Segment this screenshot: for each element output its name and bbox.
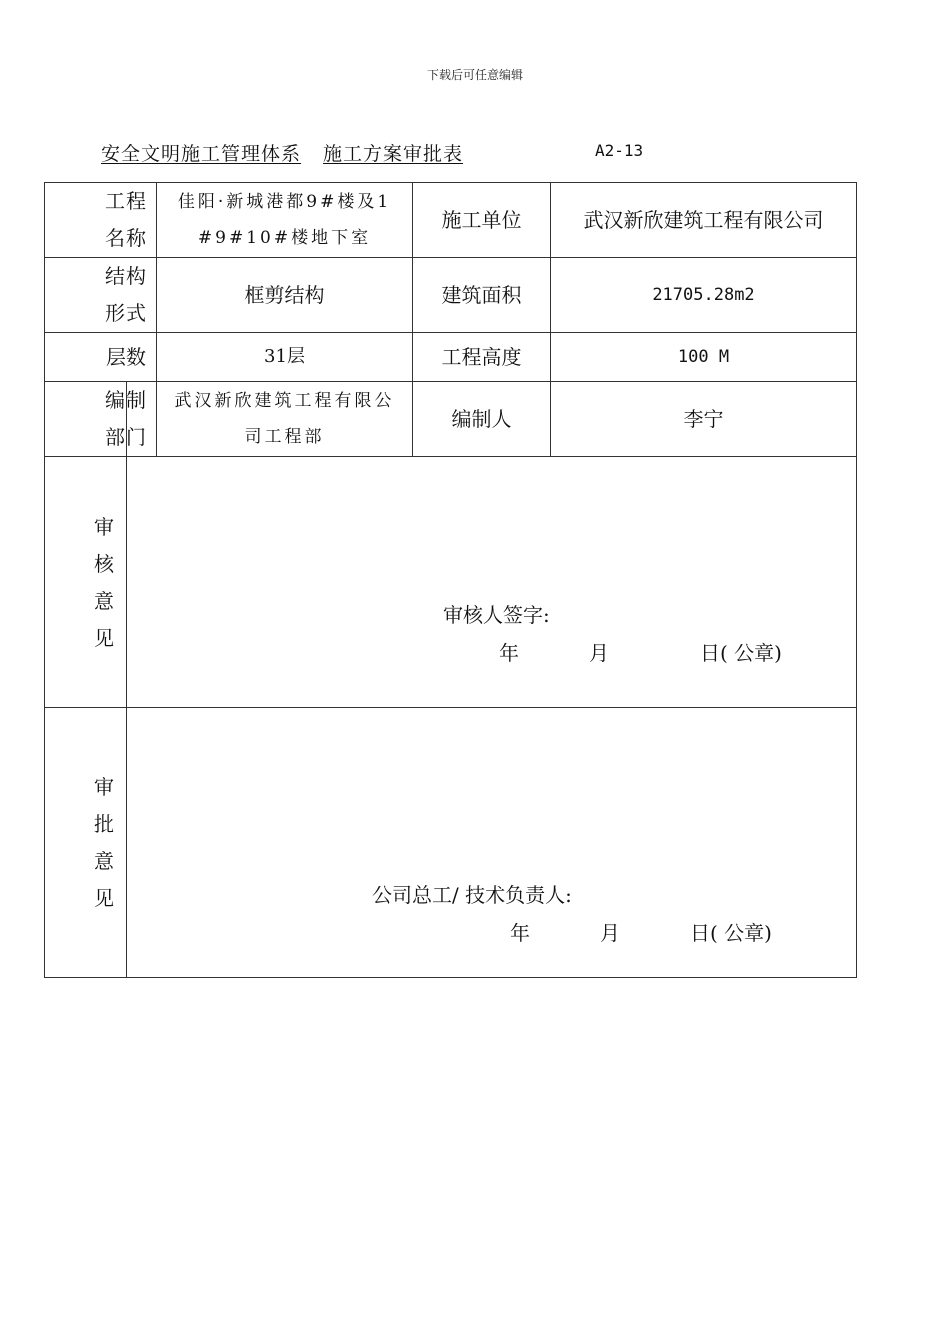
review-year: 年 [499, 641, 519, 665]
approval-signer: 公司总工/ 技术负责人: [372, 883, 572, 907]
area-value: 21705.28m2 [652, 285, 755, 305]
floors-value-cell [157, 333, 412, 381]
approval-day-seal: 日( 公章) [690, 921, 772, 945]
floors-value: 31层 [264, 346, 305, 367]
project-name-label-cell [45, 183, 156, 257]
area-label-cell [413, 258, 550, 332]
construction-unit-label-cell [413, 183, 550, 257]
approval-year: 年 [510, 921, 530, 945]
structure-label: 结构形式 [105, 264, 147, 325]
approval-label: 审批意见 [94, 775, 114, 910]
dept-label-cell [45, 382, 156, 456]
review-month: 月 [589, 641, 609, 665]
approval-month: 月 [600, 921, 620, 945]
floors-label: 层数 [106, 345, 146, 369]
review-day-seal: 日( 公章) [700, 641, 782, 665]
height-label-cell [413, 333, 550, 381]
title-system: 安全文明施工管理体系 [101, 143, 302, 165]
height-label: 工程高度 [441, 345, 522, 369]
form-code: A2-13 [595, 141, 644, 160]
review-label: 审核意见 [94, 515, 114, 650]
author-value-cell [551, 382, 856, 456]
area-label: 建筑面积 [441, 283, 522, 307]
author-label: 编制人 [451, 407, 512, 431]
area-value-cell [551, 258, 856, 332]
structure-label-cell [45, 258, 156, 332]
review-signer: 审核人签字: [443, 603, 550, 627]
construction-unit-value: 武汉新欣建筑工程有限公司 [583, 208, 824, 232]
floors-label-cell [45, 333, 156, 381]
construction-unit-value-cell [551, 183, 856, 257]
approval-label-cell [45, 708, 126, 978]
project-name-label: 工程名称 [105, 189, 147, 250]
review-label-cell [45, 457, 126, 707]
structure-value-cell [157, 258, 412, 332]
height-value-cell [551, 333, 856, 381]
dept-label: 编制部门 [105, 388, 147, 449]
title-form: 施工方案审批表 [323, 143, 464, 165]
structure-value: 框剪结构 [244, 283, 325, 307]
download-note: 下载后可任意编辑 [426, 68, 523, 82]
project-name-value: 佳阳·新城港都9#楼及1#9#10#楼地下室 [177, 192, 392, 248]
author-label-cell [413, 382, 550, 456]
document-title [101, 139, 463, 166]
project-name-value-cell [157, 183, 412, 257]
construction-unit-label: 施工单位 [441, 208, 522, 232]
approval-form-table [44, 182, 857, 978]
height-value: 100 M [677, 347, 730, 367]
author-value: 李宁 [683, 407, 724, 431]
dept-value: 武汉新欣建筑工程有限公司工程部 [174, 391, 395, 447]
dept-value-cell [157, 382, 412, 456]
